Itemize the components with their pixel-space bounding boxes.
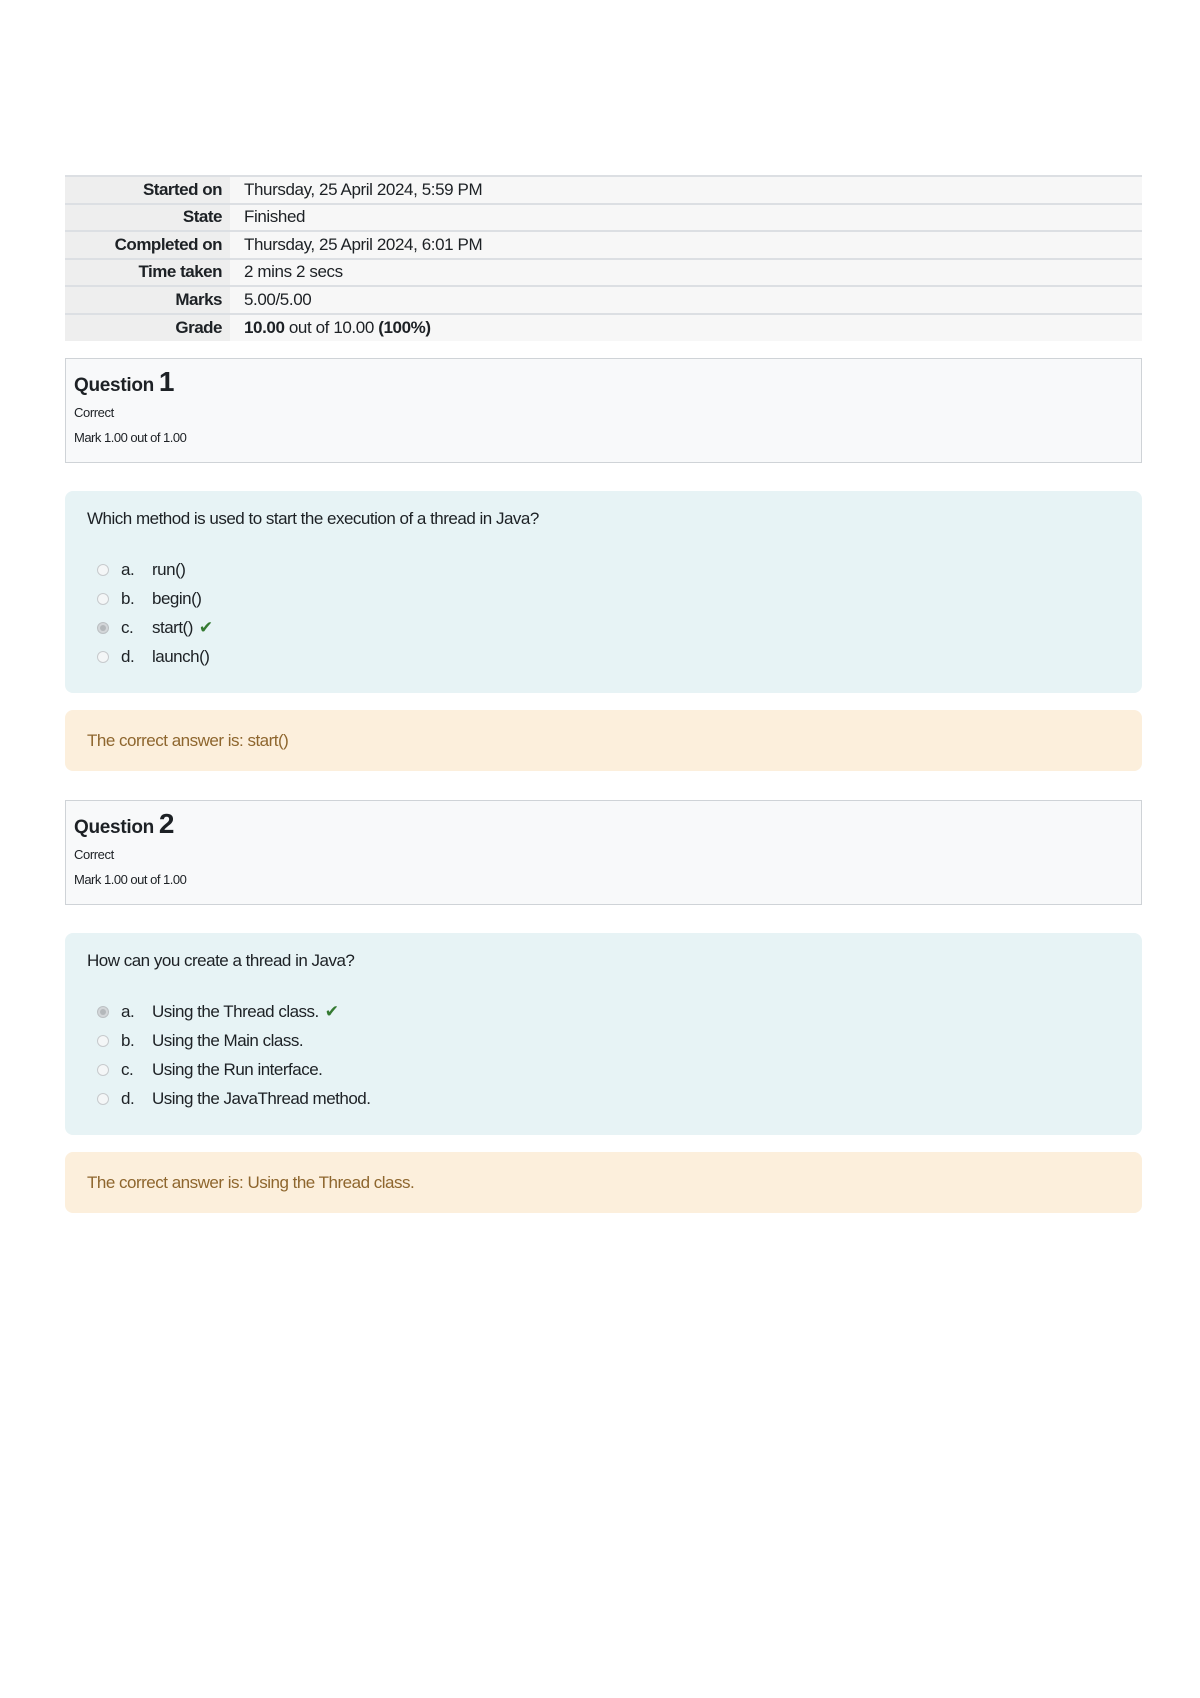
- summary-value: Finished: [230, 204, 1142, 232]
- answer-text: run(): [152, 559, 186, 579]
- question-info: [65, 800, 1142, 905]
- answer-option[interactable]: [97, 584, 1120, 613]
- question-title: [74, 367, 1133, 401]
- summary-value: Thursday, 25 April 2024, 5:59 PM: [230, 176, 1142, 204]
- feedback-text: The correct answer is: start(): [87, 730, 289, 750]
- question-title: [74, 809, 1133, 843]
- answer-letter: a.: [121, 559, 135, 579]
- answer-letter: b.: [121, 1030, 135, 1050]
- summary-label: Grade: [65, 314, 230, 342]
- answer-option-selected[interactable]: [97, 997, 1120, 1026]
- summary-row-time-taken: [65, 259, 1142, 287]
- radio-button-checked[interactable]: [97, 1006, 109, 1018]
- radio-button[interactable]: [97, 1035, 109, 1047]
- radio-button[interactable]: [97, 1064, 109, 1076]
- answer-list: [87, 555, 1120, 671]
- answer-option-selected[interactable]: [97, 613, 1120, 642]
- quiz-review-page: [65, 175, 1142, 1213]
- question-title-prefix: Question: [74, 375, 159, 396]
- answer-letter: b.: [121, 588, 135, 608]
- summary-row-state: [65, 204, 1142, 232]
- grade-out-of: out of 10.00: [284, 317, 379, 337]
- grade-percent: (100%): [378, 317, 431, 337]
- question-text: How can you create a thread in Java?: [87, 951, 355, 970]
- summary-value: Thursday, 25 April 2024, 6:01 PM: [230, 231, 1142, 259]
- correct-answer-feedback: [65, 1152, 1142, 1213]
- summary-row-started: [65, 176, 1142, 204]
- answer-text: Using the Main class.: [152, 1030, 304, 1050]
- answer-text: start(): [152, 617, 193, 637]
- summary-label: Started on: [65, 176, 230, 204]
- summary-label: Completed on: [65, 231, 230, 259]
- answer-text: Using the JavaThread method.: [152, 1088, 371, 1108]
- answer-letter: d.: [121, 646, 135, 666]
- answer-text: Using the Thread class.: [152, 1001, 319, 1021]
- question-formulation: [65, 933, 1142, 1135]
- question-state: Correct: [74, 405, 114, 420]
- grade-score: 10.00: [244, 317, 285, 337]
- summary-label: State: [65, 204, 230, 232]
- question-state: Correct: [74, 847, 114, 862]
- answer-letter: c.: [121, 617, 134, 637]
- summary-row-marks: [65, 286, 1142, 314]
- feedback-text: The correct answer is: Using the Thread class.: [87, 1172, 415, 1192]
- answer-text: launch(): [152, 646, 210, 666]
- answer-option[interactable]: [97, 642, 1120, 671]
- answer-text: begin(): [152, 588, 202, 608]
- question-formulation: [65, 491, 1142, 693]
- radio-button[interactable]: [97, 651, 109, 663]
- question-info: [65, 358, 1142, 463]
- answer-option[interactable]: [97, 555, 1120, 584]
- summary-row-completed: [65, 231, 1142, 259]
- answer-option[interactable]: [97, 1084, 1120, 1113]
- radio-button-checked[interactable]: [97, 622, 109, 634]
- question-title-prefix: Question: [74, 817, 159, 838]
- answer-letter: c.: [121, 1059, 134, 1079]
- radio-button[interactable]: [97, 564, 109, 576]
- attempt-summary-table: [65, 175, 1142, 341]
- summary-value: 5.00/5.00: [230, 286, 1142, 314]
- question-number: 2: [158, 808, 175, 839]
- question-number: 1: [158, 366, 175, 397]
- radio-button[interactable]: [97, 1093, 109, 1105]
- answer-list: [87, 997, 1120, 1113]
- answer-text: Using the Run interface.: [152, 1059, 323, 1079]
- correct-answer-feedback: [65, 710, 1142, 771]
- answer-option[interactable]: [97, 1055, 1120, 1084]
- answer-option[interactable]: [97, 1026, 1120, 1055]
- summary-label: Marks: [65, 286, 230, 314]
- answer-letter: d.: [121, 1088, 135, 1108]
- radio-button[interactable]: [97, 593, 109, 605]
- summary-value: [230, 314, 1142, 342]
- check-icon: ✔: [198, 617, 213, 637]
- summary-label: Time taken: [65, 259, 230, 287]
- check-icon: ✔: [324, 1001, 339, 1021]
- question-text: Which method is used to start the execution of a thread in Java?: [87, 509, 539, 528]
- question-grade: Mark 1.00 out of 1.00: [74, 872, 187, 887]
- answer-letter: a.: [121, 1001, 135, 1021]
- summary-row-grade: [65, 314, 1142, 342]
- summary-value: 2 mins 2 secs: [230, 259, 1142, 287]
- question-grade: Mark 1.00 out of 1.00: [74, 430, 187, 445]
